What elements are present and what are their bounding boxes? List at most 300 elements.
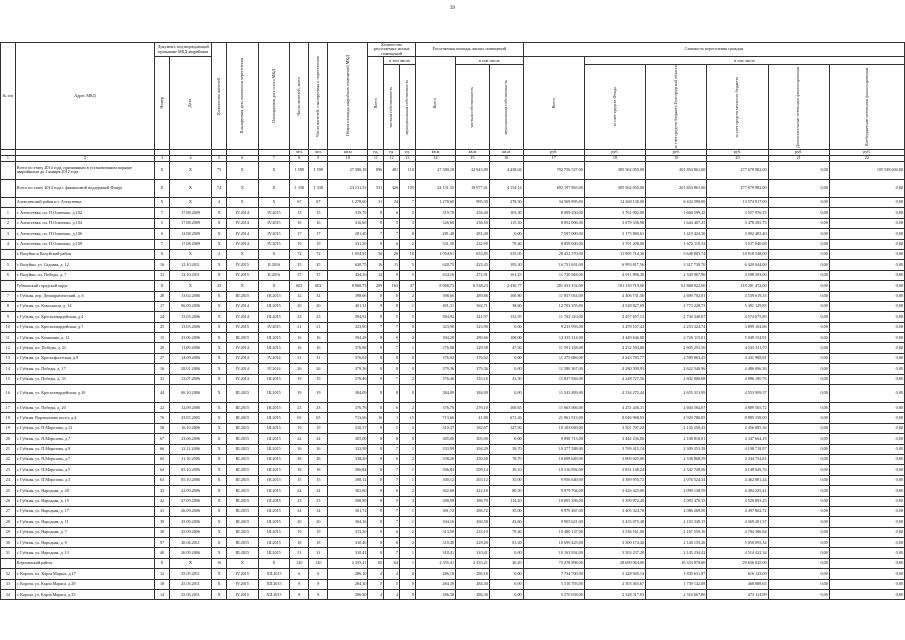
table-row	[1, 444, 905, 454]
table-cell: III.2015	[226, 444, 258, 454]
table-cell: III.2015	[226, 423, 258, 433]
table-cell: 23.06.2006	[169, 434, 211, 444]
table-cell: 16	[309, 218, 328, 228]
table-cell: 8	[368, 506, 384, 516]
table-row	[1, 579, 905, 589]
table-cell: IV.2015	[226, 569, 258, 579]
table-cell: 376,02	[415, 353, 455, 363]
table-cell: 8	[368, 208, 384, 218]
table-cell: 9	[290, 579, 309, 589]
table-cell: 3	[400, 218, 416, 228]
table-cell: X	[258, 161, 290, 179]
table-cell: 2 599 863,45	[646, 353, 707, 363]
table-cell: X	[212, 423, 227, 433]
address-cell: Всего по этапу 2014 года, признанным в установленном порядке аварийными до 1 января 2012 года	[15, 161, 154, 179]
table-cell: 9 979 467,00	[523, 506, 584, 516]
table-cell: 2 690 702,01	[646, 291, 707, 301]
table-cell: 44	[155, 385, 170, 403]
table-cell: 2 730 340,07	[646, 312, 707, 322]
table-cell: X	[258, 197, 290, 207]
table-cell: 379,36	[328, 364, 368, 374]
table-cell: 10 163 934,00	[523, 548, 584, 558]
table-cell: 0,00	[768, 333, 829, 343]
table-cell: 2 083 470,35	[646, 496, 707, 506]
table-cell: 265,12	[456, 475, 490, 485]
table-cell: 394,28	[415, 333, 455, 343]
table-cell: 0	[400, 322, 416, 332]
table-cell	[1, 249, 16, 259]
table-cell: 8	[368, 403, 384, 413]
table-cell: 305,00	[328, 434, 368, 444]
table-cell: 2	[400, 527, 416, 537]
table-cell: 1	[400, 475, 416, 485]
table-cell: X	[212, 496, 227, 506]
table-cell: 0,00	[768, 208, 829, 218]
table-cell: 8 968,73	[328, 281, 368, 291]
table-cell: 6	[384, 333, 400, 343]
table-cell: 16	[290, 343, 309, 353]
unit-cell: руб.	[707, 149, 768, 155]
table-cell: IV.2014	[226, 343, 258, 353]
table-cell: X	[258, 179, 290, 197]
table-cell: 0,00	[829, 465, 904, 475]
table-cell: 15	[400, 413, 416, 423]
table-cell: 15	[309, 208, 328, 218]
table-cell: X	[212, 538, 227, 548]
table-cell: 13.03.2006	[169, 322, 211, 332]
table-cell: 120	[309, 558, 328, 568]
table-cell: 0,00	[768, 454, 829, 464]
column-number-cell: 14	[415, 155, 455, 161]
table-cell: 2 605 255,50	[646, 343, 707, 353]
table-cell: 3 536 161,00	[584, 527, 645, 537]
table-cell: 0,00	[768, 364, 829, 374]
table-cell: 2	[400, 239, 416, 249]
table-cell: 0,00	[768, 517, 829, 527]
table-cell: 286,72	[456, 506, 490, 516]
table-cell: 58	[155, 423, 170, 433]
table-cell: 41,80	[456, 413, 490, 423]
table-cell: 4 248 727,56	[584, 374, 645, 384]
table-cell: 25.03.2011	[169, 569, 211, 579]
table-cell: 11 543 499,00	[523, 385, 584, 403]
table-cell: 302,60	[328, 486, 368, 496]
table-cell: X	[169, 179, 211, 197]
table-cell: 4 809 565,72	[707, 403, 768, 413]
table-cell: 376,88	[328, 343, 368, 353]
header-residents-count: Количество жителей	[212, 43, 227, 150]
table-cell: 19	[309, 423, 328, 433]
header-planned-resettlement: Планируемая дата окончания переселения	[226, 43, 258, 150]
table-cell: 16 333 870,00	[646, 558, 707, 568]
table-cell: 4 406 731,56	[584, 291, 645, 301]
table-cell: 27.09.2006	[169, 496, 211, 506]
table-cell: X	[212, 465, 227, 475]
table-cell: 32	[1, 569, 16, 579]
table-cell: 0,00	[829, 590, 904, 600]
table-cell: 11.10.2006	[169, 454, 211, 464]
table-cell: 8 099 250,00	[523, 208, 584, 218]
table-cell: 8	[368, 465, 384, 475]
table-cell: 2 099 138,59	[646, 486, 707, 496]
table-cell: 0,00	[768, 548, 829, 558]
table-cell: III.2015	[226, 496, 258, 506]
table-cell: 1 739 142,08	[646, 579, 707, 589]
table-cell: 5 491 129,83	[707, 301, 768, 311]
table-cell: X	[212, 434, 227, 444]
table-cell: 2	[400, 454, 416, 464]
table-cell: 4 486 006,36	[707, 364, 768, 374]
table-cell: 4 574 675,89	[707, 312, 768, 322]
table-cell: 0,00	[829, 496, 904, 506]
table-cell: 4	[368, 569, 384, 579]
table-cell: 376,02	[328, 353, 368, 363]
table-row	[1, 270, 905, 280]
table-cell: 19	[290, 527, 309, 537]
table-cell: 23	[309, 496, 328, 506]
table-cell: 29	[1, 527, 16, 537]
table-cell: 1	[400, 558, 416, 568]
table-cell: 11.09.2006	[169, 343, 211, 353]
header-cost-total: Всего	[523, 57, 584, 150]
table-cell: 2 309 253,39	[646, 444, 707, 454]
address-cell: г. Губкин, ул. Победы, д. 17	[15, 364, 154, 374]
table-cell: III.2015	[226, 517, 258, 527]
table-cell: 3 831 148,24	[584, 465, 645, 475]
table-cell: 33	[1, 579, 16, 589]
unit-cell: кв.м	[489, 149, 523, 155]
table-cell: 195,30	[489, 260, 523, 270]
table-cell: 394,28	[328, 333, 368, 343]
table-cell: 30	[368, 249, 384, 259]
column-number-cell: 2	[15, 155, 154, 161]
table-cell: 7	[155, 208, 170, 218]
table-cell: 11 591 138,00	[523, 343, 584, 353]
table-cell: 3 769 415,14	[584, 444, 645, 454]
table-row	[1, 322, 905, 332]
table-cell: IV.2014	[226, 208, 258, 218]
table-cell: 31	[290, 548, 309, 558]
table-cell: 0,00	[768, 374, 829, 384]
table-cell: 4 344 754,81	[707, 454, 768, 464]
table-cell: 8	[368, 312, 384, 322]
table-cell: 31	[368, 197, 384, 207]
table-cell: 10	[1, 322, 16, 332]
table-cell: 30	[1, 538, 16, 548]
table-cell: 4	[368, 590, 384, 600]
table-cell: 3 175 880,61	[584, 229, 645, 239]
table-cell: 108,00	[489, 333, 523, 343]
header-planned-demolition: Планируемая дата сноса МКД	[258, 43, 290, 150]
table-cell: 8	[368, 291, 384, 301]
table-cell: 620,75	[328, 260, 368, 270]
table-cell: XII.2015	[258, 579, 290, 589]
table-cell: 1 644 407,25	[646, 218, 707, 228]
table-cell: X	[155, 179, 170, 197]
table-cell: 3 809 025,00	[584, 454, 645, 464]
table-cell: 4	[212, 197, 227, 207]
table-cell: 0,00	[768, 486, 829, 496]
table-cell: 20	[290, 301, 309, 311]
table-cell: 2	[1, 218, 16, 228]
table-cell: 0,00	[768, 239, 829, 249]
table-cell: III.2015	[258, 475, 290, 485]
table-cell: 16	[309, 333, 328, 343]
table-cell: 278,30	[489, 197, 523, 207]
table-cell: IV.2014	[226, 229, 258, 239]
table-cell: 5	[384, 423, 400, 433]
table-cell: 11 837 836,00	[523, 374, 584, 384]
table-cell: X	[212, 506, 227, 516]
table-cell: 272,91	[456, 270, 490, 280]
table-cell: 0,00	[768, 423, 829, 433]
table-row	[1, 454, 905, 464]
table-cell: 8	[368, 548, 384, 558]
table-cell: III.2015	[258, 527, 290, 537]
address-cell: г. Губкин, ул. Народная, д. 17	[15, 506, 154, 516]
table-cell: 19	[309, 527, 328, 537]
column-number-cell: 7	[258, 155, 290, 161]
column-number-cell: 17	[523, 155, 584, 161]
table-cell: III.2015	[226, 454, 258, 464]
table-cell: 331,50	[328, 239, 368, 249]
table-cell: 28	[1, 517, 16, 527]
table-cell: 276,10	[456, 403, 490, 413]
table-cell: X	[212, 208, 227, 218]
table-cell: X	[212, 579, 227, 589]
table-cell: 0,00	[489, 353, 523, 363]
address-cell: г. Губкин, ул. П.Морозова, д.7	[15, 454, 154, 464]
table-cell: 0,00	[829, 239, 904, 249]
address-cell: г. Валуйки и Валуйский район	[15, 249, 154, 259]
table-cell: 14	[1, 364, 16, 374]
table-cell: 0,00	[829, 353, 904, 363]
summary-row	[1, 161, 905, 179]
table-cell: 12	[1, 343, 16, 353]
table-cell: III.2015	[258, 548, 290, 558]
table-row	[1, 434, 905, 444]
table-cell: 18	[309, 465, 328, 475]
address-cell: г. Губкин, пер. Демократический, д. 6	[15, 291, 154, 301]
address-cell: г. Губкин, ул. Народная, д. 20	[15, 486, 154, 496]
table-cell: 21	[1, 444, 16, 454]
table-cell: 4 198 718,97	[707, 444, 768, 454]
table-cell: 376,88	[415, 343, 455, 353]
unit-cell: руб.	[768, 149, 829, 155]
table-cell: 65	[309, 413, 328, 423]
table-cell: 222,10	[456, 486, 490, 496]
table-cell: III.2015	[258, 444, 290, 454]
table-cell: 333,99	[415, 444, 455, 454]
table-cell: 434,16	[415, 270, 455, 280]
table-cell: 9 898 713,00	[523, 434, 584, 444]
table-cell: 713,66	[328, 413, 368, 423]
address-cell: г. Короча, ул. Карла Маркса, д.35	[15, 590, 154, 600]
table-cell: 23	[290, 403, 309, 413]
table-cell: 0,00	[829, 579, 904, 589]
table-cell: 326,60	[415, 218, 455, 228]
table-cell: 16	[212, 558, 227, 568]
table-cell: IV.2015	[258, 239, 290, 249]
unit-cell: ед.	[400, 149, 416, 155]
table-cell: 671,26	[489, 413, 523, 423]
table-cell: 300,99	[415, 496, 455, 506]
table-cell: 0,00	[829, 229, 904, 239]
table-cell: X	[212, 333, 227, 343]
table-row	[1, 413, 905, 423]
table-cell: 310,41	[456, 548, 490, 558]
table-cell: 24	[309, 486, 328, 496]
table-cell: 8 885 158,00	[707, 413, 768, 423]
address-cell: г. Алексеевка, пл. П.Осипенко, д.109	[15, 239, 154, 249]
table-cell: 692 197 863,00	[523, 179, 584, 197]
table-cell: 6	[384, 208, 400, 218]
table-cell: 120	[290, 558, 309, 568]
table-cell: 0,00	[768, 465, 829, 475]
table-cell: 2 655 313,99	[646, 385, 707, 403]
table-cell: 23.06.2006	[169, 333, 211, 343]
table-cell: 24	[290, 486, 309, 496]
table-cell: X	[226, 558, 258, 568]
table-cell: 1 054,91	[328, 249, 368, 259]
table-cell: 10 103 049,00	[523, 423, 584, 433]
address-cell: г. Губкин, ул. П.Морозова, д.7	[15, 434, 154, 444]
table-cell: 26	[309, 364, 328, 374]
table-cell: 19	[290, 423, 309, 433]
table-cell: 425,45	[456, 260, 490, 270]
table-cell: 8	[368, 496, 384, 506]
table-cell: 2 303 465,67	[584, 579, 645, 589]
table-cell: 6	[384, 486, 400, 496]
table-cell: III.2015	[258, 333, 290, 343]
table-cell: IV.2015	[226, 590, 258, 600]
table-cell: 2 146 155,26	[646, 538, 707, 548]
table-cell: 0,00	[768, 579, 829, 589]
table-cell: 3 399 972,40	[584, 496, 645, 506]
table-cell: 16	[309, 444, 328, 454]
table-cell: 4	[384, 569, 400, 579]
table-cell: 22	[1, 454, 16, 464]
address-cell: г. Губкин, ул. Кросногвардейская, д.7	[15, 322, 154, 332]
table-cell: 4	[1, 239, 16, 249]
table-cell: III.2015	[258, 486, 290, 496]
table-cell: 103,30	[489, 208, 523, 218]
table-cell: X	[169, 249, 211, 259]
table-cell: 0	[400, 364, 416, 374]
table-cell: 286,10	[456, 569, 490, 579]
table-cell: 0,00	[829, 312, 904, 322]
table-cell: 0,00	[489, 229, 523, 239]
table-cell: 16	[368, 260, 384, 270]
table-cell: 31	[309, 353, 328, 363]
address-cell: г. Губкин, Ворошилова посел, д.4	[15, 413, 154, 423]
table-cell: 299,14	[456, 465, 490, 475]
table-cell: 12 703 355,00	[523, 301, 584, 311]
table-cell: 17	[155, 301, 170, 311]
table-row	[1, 486, 905, 496]
table-cell: 1	[1, 208, 16, 218]
unit-cell: руб.	[829, 149, 904, 155]
table-cell: 233,10	[456, 527, 490, 537]
table-cell: 331,50	[415, 239, 455, 249]
table-cell: 304,16	[328, 517, 368, 527]
table-cell: 319,70	[415, 208, 455, 218]
address-cell: г. Короча, пл. Карла Маркса, д.17	[15, 569, 154, 579]
table-cell: X	[212, 364, 227, 374]
table-cell: 2 602 906,68	[646, 374, 707, 384]
table-cell: 7	[1, 291, 16, 301]
table-cell: 39,70	[489, 444, 523, 454]
table-cell: 42	[155, 496, 170, 506]
table-cell: 5 648 803,74	[646, 249, 707, 259]
table-cell: 78,70	[489, 454, 523, 464]
table-cell: 304,16	[415, 517, 455, 527]
table-row	[1, 385, 905, 403]
table-cell: III.2015	[258, 506, 290, 516]
table-cell: 394,92	[328, 312, 368, 322]
table-cell: 713,66	[415, 413, 455, 423]
table-cell: 0	[400, 590, 416, 600]
table-cell: 64	[384, 558, 400, 568]
table-cell: 4 533 311,70	[707, 343, 768, 353]
table-cell: 67	[290, 197, 309, 207]
table-cell: X	[212, 270, 227, 280]
table-cell: 376,76	[415, 403, 455, 413]
table-cell: 11 580 367,00	[523, 364, 584, 374]
table-cell: III.2015	[226, 333, 258, 343]
table-cell: 127,50	[489, 423, 523, 433]
table-cell: 250,50	[456, 454, 490, 464]
table-cell: 0,00	[489, 548, 523, 558]
column-number-cell: 11	[368, 155, 384, 161]
table-cell: III.2015	[226, 413, 258, 423]
table-cell: 3 503 237,28	[584, 548, 645, 558]
table-cell: 4 243 783,77	[584, 353, 645, 363]
table-cell: 65	[368, 558, 384, 568]
table-cell: 0	[400, 229, 416, 239]
table-cell: 3 228 945,14	[584, 569, 645, 579]
table-cell: 398,66	[328, 291, 368, 301]
table-row	[1, 239, 905, 249]
table-cell: 313,50	[415, 527, 455, 537]
table-cell: 310,40	[415, 538, 455, 548]
table-cell: 2 335,21	[456, 558, 490, 568]
table-cell: 19	[309, 239, 328, 249]
table-cell: 0,00	[829, 506, 904, 516]
table-cell: 26	[290, 364, 309, 374]
table-cell: 620,75	[415, 260, 455, 270]
table-cell: 4 334 275,44	[584, 385, 645, 403]
table-cell: 0,00	[829, 444, 904, 454]
table-cell: 67	[155, 434, 170, 444]
table-cell: 21 861 913,00	[523, 413, 584, 423]
table-cell: 1	[400, 465, 416, 475]
table-cell: 20	[155, 343, 170, 353]
table-cell: 115,30	[489, 218, 523, 228]
table-cell: 11 837 054,00	[523, 291, 584, 301]
table-cell: 2 604 564,07	[646, 403, 707, 413]
column-number-cell: 4	[169, 155, 211, 161]
table-cell: 8	[368, 218, 384, 228]
table-cell: 0,00	[489, 322, 523, 332]
table-cell: 24	[1, 475, 16, 485]
table-cell: 16	[290, 218, 309, 228]
address-cell: г. Губкин, ул. Народная, д. 9	[15, 538, 154, 548]
address-cell: г. Губкин, ул. П.Морозова, д.3	[15, 475, 154, 485]
table-cell: 0,00	[768, 260, 829, 270]
table-cell: 384,09	[328, 385, 368, 403]
table-cell: 286,10	[415, 569, 455, 579]
